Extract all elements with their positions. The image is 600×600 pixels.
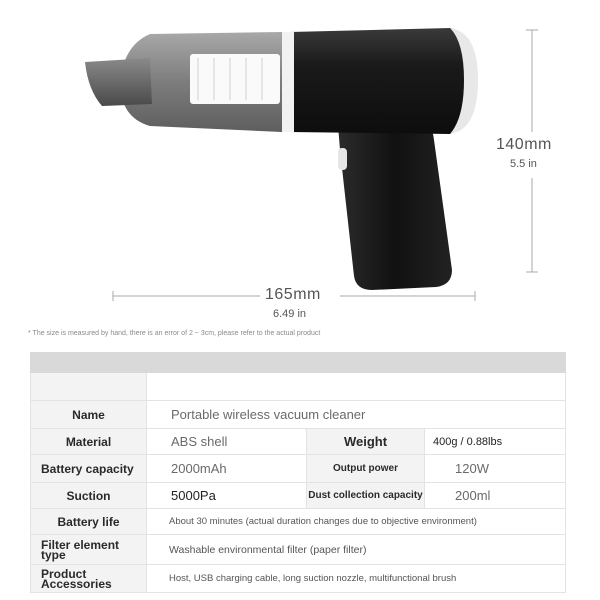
table-row-blank <box>31 373 566 401</box>
suction-label: Suction <box>31 483 147 509</box>
filter <box>190 54 280 104</box>
name-value: Portable wireless vacuum cleaner <box>147 401 566 429</box>
height-mm-label: 140mm <box>496 136 552 153</box>
width-in-label: 6.49 in <box>273 308 307 320</box>
battery-life-label: Battery life <box>31 509 147 535</box>
battery-capacity-value: 2000mAh <box>147 455 307 483</box>
table-row-filter <box>31 535 566 565</box>
table-row-accessories <box>31 565 566 593</box>
width-mm-label: 165mm <box>265 286 321 303</box>
material-value: ABS shell <box>147 429 307 455</box>
table-header-bar <box>31 353 566 373</box>
handle <box>338 120 452 290</box>
disclaimer-note: * The size is measured by hand, there is an error of 2 ~ 3cm, please refer to the actual product <box>28 330 321 337</box>
dust-collection-value: 200ml <box>425 483 566 509</box>
filter-label: Filter element type <box>31 535 147 565</box>
table-row-material <box>31 429 566 455</box>
output-power-value: 120W <box>425 455 566 483</box>
table-row-suction <box>31 483 566 509</box>
spec-table <box>30 352 566 593</box>
nozzle <box>85 58 152 106</box>
white-band <box>280 32 294 132</box>
table-row-name <box>31 401 566 429</box>
battery-capacity-label: Battery capacity <box>31 455 147 483</box>
table-row-battery-life <box>31 509 566 535</box>
accessories-value: Host, USB charging cable, long suction nozzle, multifunctional brush <box>147 565 566 593</box>
height-in-label: 5.5 in <box>510 158 537 170</box>
name-label: Name <box>31 401 147 429</box>
power-button <box>338 148 347 170</box>
motor-housing <box>290 28 473 134</box>
dust-collection-label: Dust collection capacity <box>307 483 425 509</box>
material-label: Material <box>31 429 147 455</box>
output-power-label: Output power <box>307 455 425 483</box>
accessories-label: Product Accessories <box>31 565 147 593</box>
battery-life-value: About 30 minutes (actual duration changes due to objective environment) <box>147 509 566 535</box>
suction-value: 5000Pa <box>147 483 307 509</box>
table-row-battery <box>31 455 566 483</box>
weight-value: 400g / 0.88lbs <box>425 429 566 455</box>
weight-label: Weight <box>307 429 425 455</box>
filter-value: Washable environmental filter (paper filter) <box>147 535 566 565</box>
